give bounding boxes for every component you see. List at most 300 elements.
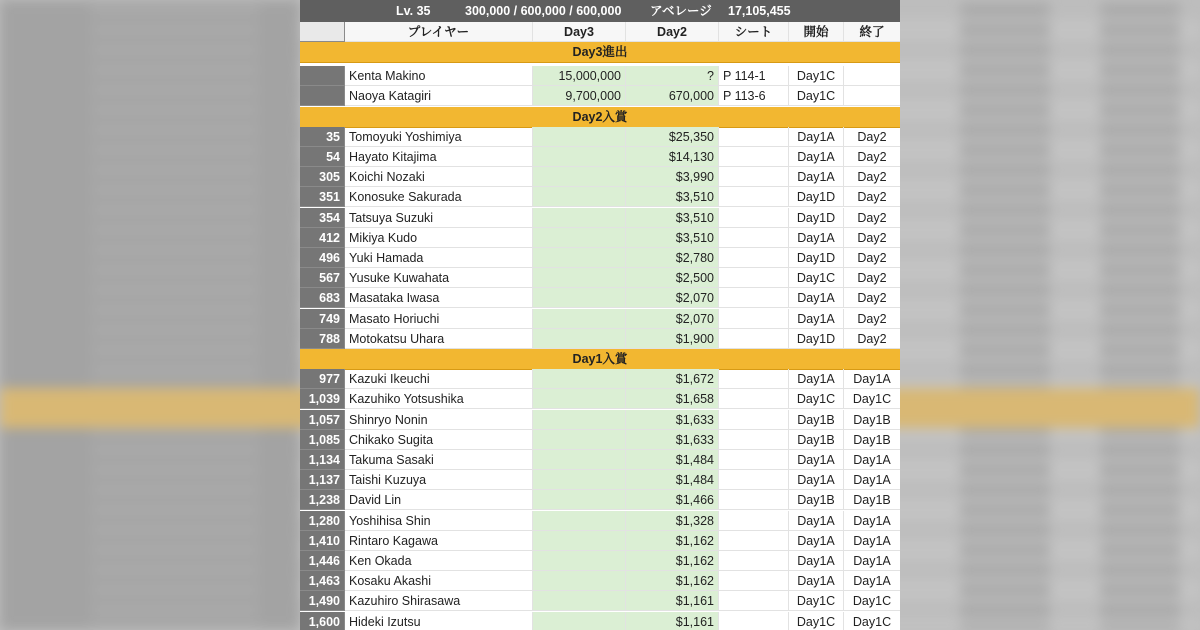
backdrop-block (960, 43, 1050, 57)
backdrop-block (960, 63, 1050, 77)
cell-start: Day1A (789, 450, 844, 470)
cell-start: Day1D (789, 329, 844, 349)
cell-start: Day1A (789, 309, 844, 329)
backdrop-block (1100, 63, 1180, 77)
header-player: プレイヤー (345, 22, 533, 42)
cell-seat (719, 309, 789, 329)
cell-seat: P 113-6 (719, 86, 789, 106)
backdrop-block (90, 183, 260, 197)
cell-rank: 1,490 (300, 591, 345, 611)
cell-day2: $3,510 (626, 228, 719, 248)
cell-day3: 15,000,000 (533, 66, 626, 86)
cell-end: Day2 (844, 268, 900, 288)
cell-rank: 35 (300, 127, 345, 147)
cell-day3 (533, 470, 626, 490)
cell-name: Masato Horiuchi (345, 309, 533, 329)
cell-rank: 496 (300, 248, 345, 268)
cell-seat (719, 288, 789, 308)
cell-name: Koichi Nozaki (345, 167, 533, 187)
level-summary-row (300, 0, 900, 22)
table-row (300, 450, 900, 470)
cell-day2: $1,161 (626, 591, 719, 611)
cell-end: Day2 (844, 329, 900, 349)
cell-name: Masataka Iwasa (345, 288, 533, 308)
backdrop-block (960, 283, 1050, 297)
backdrop-block (90, 523, 260, 537)
backdrop-block (1100, 623, 1180, 630)
cell-end: Day2 (844, 248, 900, 268)
cell-name: Ken Okada (345, 551, 533, 571)
cell-end: Day2 (844, 228, 900, 248)
cell-day2: $1,161 (626, 612, 719, 630)
table-row (300, 86, 900, 106)
backdrop-block (960, 463, 1050, 477)
cell-name: Kosaku Akashi (345, 571, 533, 591)
cell-name: Taishi Kuzuya (345, 470, 533, 490)
backdrop-block (1100, 263, 1180, 277)
cell-rank: 1,085 (300, 430, 345, 450)
backdrop-block (960, 143, 1050, 157)
table-row (300, 470, 900, 490)
cell-day3 (533, 410, 626, 430)
backdrop-block (1100, 83, 1180, 97)
backdrop-block (90, 603, 260, 617)
cell-day3 (533, 187, 626, 207)
cell-name: Kenta Makino (345, 66, 533, 86)
cell-name: Rintaro Kagawa (345, 531, 533, 551)
cell-rank (300, 66, 345, 86)
cell-start: Day1A (789, 571, 844, 591)
backdrop-block (960, 323, 1050, 337)
backdrop-block (90, 343, 260, 357)
backdrop-block (1100, 483, 1180, 497)
backdrop-block (960, 563, 1050, 577)
backdrop-block (90, 63, 260, 77)
cell-day2: $3,990 (626, 167, 719, 187)
cell-rank: 305 (300, 167, 345, 187)
cell-day2: $3,510 (626, 187, 719, 207)
table-row (300, 187, 900, 207)
cell-day3 (533, 571, 626, 591)
cell-day2: $1,484 (626, 450, 719, 470)
cell-name: Konosuke Sakurada (345, 187, 533, 207)
table-row (300, 228, 900, 248)
cell-day2: $25,350 (626, 127, 719, 147)
cell-end (844, 66, 900, 86)
cell-end: Day1B (844, 410, 900, 430)
backdrop-block (90, 623, 260, 630)
cell-rank: 1,446 (300, 551, 345, 571)
backdrop-block (960, 523, 1050, 537)
cell-day3 (533, 208, 626, 228)
cell-day3 (533, 591, 626, 611)
table-row (300, 329, 900, 349)
cell-rank: 1,039 (300, 389, 345, 409)
cell-rank: 567 (300, 268, 345, 288)
cell-seat (719, 571, 789, 591)
backdrop-block (1100, 123, 1180, 137)
cell-day2: $3,510 (626, 208, 719, 228)
backdrop-block (960, 123, 1050, 137)
backdrop-block (1100, 463, 1180, 477)
cell-seat: P 114-1 (719, 66, 789, 86)
cell-rank: 1,280 (300, 511, 345, 531)
header-day3: Day3 (533, 22, 626, 42)
backdrop-block (90, 23, 260, 37)
level-label: Lv. 35 (396, 4, 431, 18)
backdrop-block (1100, 243, 1180, 257)
cell-end: Day2 (844, 127, 900, 147)
backdrop-block (960, 3, 1050, 17)
table-row (300, 531, 900, 551)
section-header: Day1入賞 (300, 349, 900, 370)
cell-day2: $2,780 (626, 248, 719, 268)
cell-seat (719, 511, 789, 531)
table-row (300, 551, 900, 571)
backdrop-block (960, 603, 1050, 617)
backdrop-block (90, 263, 260, 277)
table-row (300, 167, 900, 187)
cell-day3 (533, 369, 626, 389)
backdrop-block (960, 483, 1050, 497)
cell-end: Day1C (844, 389, 900, 409)
backdrop-block (1100, 223, 1180, 237)
cell-name: Yusuke Kuwahata (345, 268, 533, 288)
cell-day3 (533, 228, 626, 248)
cell-end (844, 86, 900, 106)
backdrop-block (90, 143, 260, 157)
cell-end: Day1A (844, 369, 900, 389)
cell-start: Day1C (789, 591, 844, 611)
backdrop-block (1100, 143, 1180, 157)
cell-start: Day1D (789, 208, 844, 228)
backdrop-block (960, 583, 1050, 597)
cell-end: Day2 (844, 288, 900, 308)
table-row (300, 430, 900, 450)
table-row (300, 66, 900, 86)
backdrop-block (90, 83, 260, 97)
cell-seat (719, 450, 789, 470)
backdrop-block (1100, 163, 1180, 177)
cell-name: Naoya Katagiri (345, 86, 533, 106)
cell-start: Day1A (789, 127, 844, 147)
table-row (300, 309, 900, 329)
table-row (300, 248, 900, 268)
backdrop-block (1100, 343, 1180, 357)
cell-end: Day1C (844, 612, 900, 630)
header-seat: シート (719, 22, 789, 42)
cell-name: Yoshihisa Shin (345, 511, 533, 531)
backdrop-block (1100, 543, 1180, 557)
cell-end: Day1A (844, 571, 900, 591)
table-row (300, 410, 900, 430)
cell-start: Day1A (789, 288, 844, 308)
cell-start: Day1A (789, 551, 844, 571)
cell-day2: $1,328 (626, 511, 719, 531)
cell-end: Day2 (844, 147, 900, 167)
cell-end: Day2 (844, 309, 900, 329)
header-day2: Day2 (626, 22, 719, 42)
header-end: 終了 (844, 22, 900, 42)
cell-start: Day1A (789, 369, 844, 389)
cell-start: Day1A (789, 147, 844, 167)
cell-day3 (533, 450, 626, 470)
backdrop-block (1100, 303, 1180, 317)
cell-start: Day1C (789, 66, 844, 86)
backdrop-block (960, 343, 1050, 357)
cell-rank: 1,600 (300, 612, 345, 630)
cell-day3 (533, 551, 626, 571)
cell-start: Day1B (789, 410, 844, 430)
cell-day3 (533, 490, 626, 510)
cell-start: Day1A (789, 228, 844, 248)
table-row (300, 490, 900, 510)
blinds-value: 300,000 / 600,000 / 600,000 (465, 4, 622, 18)
table-row (300, 571, 900, 591)
cell-rank (300, 86, 345, 106)
backdrop-block (90, 503, 260, 517)
cell-day3: 9,700,000 (533, 86, 626, 106)
backdrop-block (960, 443, 1050, 457)
cell-day3 (533, 389, 626, 409)
table-row (300, 147, 900, 167)
backdrop-block (1100, 603, 1180, 617)
cell-day2: $1,658 (626, 389, 719, 409)
backdrop-block (90, 363, 260, 377)
header-rank (300, 22, 345, 42)
backdrop-block (960, 23, 1050, 37)
cell-start: Day1D (789, 248, 844, 268)
cell-day3 (533, 167, 626, 187)
cell-seat (719, 329, 789, 349)
cell-start: Day1B (789, 430, 844, 450)
cell-name: Kazuki Ikeuchi (345, 369, 533, 389)
section-header: Day2入賞 (300, 107, 900, 128)
cell-day3 (533, 511, 626, 531)
cell-start: Day1C (789, 389, 844, 409)
backdrop-block (90, 443, 260, 457)
cell-end: Day2 (844, 208, 900, 228)
cell-rank: 1,238 (300, 490, 345, 510)
cell-seat (719, 389, 789, 409)
backdrop-block (960, 623, 1050, 630)
cell-day3 (533, 288, 626, 308)
cell-rank: 54 (300, 147, 345, 167)
table-row (300, 612, 900, 630)
cell-rank: 412 (300, 228, 345, 248)
cell-seat (719, 127, 789, 147)
cell-day3 (533, 612, 626, 630)
cell-seat (719, 470, 789, 490)
backdrop-block (1100, 203, 1180, 217)
cell-seat (719, 369, 789, 389)
cell-seat (719, 490, 789, 510)
cell-day2: $2,070 (626, 309, 719, 329)
cell-day3 (533, 248, 626, 268)
cell-seat (719, 430, 789, 450)
backdrop-block (1100, 43, 1180, 57)
backdrop-block (960, 183, 1050, 197)
cell-end: Day2 (844, 167, 900, 187)
cell-rank: 1,057 (300, 410, 345, 430)
cell-name: Chikako Sugita (345, 430, 533, 450)
cell-day3 (533, 147, 626, 167)
cell-name: Motokatsu Uhara (345, 329, 533, 349)
cell-day3 (533, 329, 626, 349)
cell-rank: 1,410 (300, 531, 345, 551)
backdrop-block (960, 503, 1050, 517)
cell-seat (719, 187, 789, 207)
backdrop-block (1100, 563, 1180, 577)
backdrop-block (90, 323, 260, 337)
backdrop-block (90, 563, 260, 577)
cell-name: David Lin (345, 490, 533, 510)
cell-name: Yuki Hamada (345, 248, 533, 268)
cell-start: Day1D (789, 187, 844, 207)
cell-name: Tomoyuki Yoshimiya (345, 127, 533, 147)
cell-name: Takuma Sasaki (345, 450, 533, 470)
cell-day2: 670,000 (626, 86, 719, 106)
cell-name: Hayato Kitajima (345, 147, 533, 167)
cell-name: Mikiya Kudo (345, 228, 533, 248)
cell-name: Shinryo Nonin (345, 410, 533, 430)
cell-end: Day1B (844, 430, 900, 450)
cell-seat (719, 551, 789, 571)
cell-seat (719, 248, 789, 268)
backdrop-block (90, 103, 260, 117)
cell-seat (719, 268, 789, 288)
backdrop-block (1100, 323, 1180, 337)
cell-end: Day1A (844, 531, 900, 551)
cell-day2: ? (626, 66, 719, 86)
backdrop-block (1100, 523, 1180, 537)
cell-day2: $1,162 (626, 571, 719, 591)
backdrop-block (90, 163, 260, 177)
cell-seat (719, 147, 789, 167)
backdrop-block (90, 543, 260, 557)
cell-seat (719, 167, 789, 187)
table-row (300, 127, 900, 147)
cell-rank: 1,134 (300, 450, 345, 470)
table-row (300, 511, 900, 531)
cell-start: Day1A (789, 167, 844, 187)
backdrop-block (90, 203, 260, 217)
backdrop-block (1100, 3, 1180, 17)
cell-day3 (533, 531, 626, 551)
cell-day2: $1,633 (626, 430, 719, 450)
cell-start: Day1B (789, 490, 844, 510)
cell-name: Kazuhiro Shirasawa (345, 591, 533, 611)
cell-day2: $1,484 (626, 470, 719, 490)
backdrop-block (1100, 283, 1180, 297)
cell-day2: $1,162 (626, 531, 719, 551)
backdrop-block (1100, 583, 1180, 597)
header-start: 開始 (789, 22, 844, 42)
cell-name: Hideki Izutsu (345, 612, 533, 630)
average-label: アベレージ (650, 4, 712, 18)
cell-day3 (533, 430, 626, 450)
results-spreadsheet (300, 0, 900, 630)
cell-end: Day1A (844, 450, 900, 470)
cell-day3 (533, 309, 626, 329)
section-header: Day3進出 (300, 42, 900, 63)
backdrop-block (960, 363, 1050, 377)
table-row (300, 369, 900, 389)
cell-rank: 683 (300, 288, 345, 308)
table-row (300, 208, 900, 228)
cell-day2: $1,672 (626, 369, 719, 389)
backdrop-block (960, 163, 1050, 177)
cell-rank: 749 (300, 309, 345, 329)
cell-seat (719, 612, 789, 630)
cell-start: Day1C (789, 268, 844, 288)
table-row (300, 288, 900, 308)
backdrop-block (960, 223, 1050, 237)
cell-end: Day1A (844, 511, 900, 531)
cell-end: Day1A (844, 551, 900, 571)
cell-rank: 351 (300, 187, 345, 207)
cell-day2: $1,466 (626, 490, 719, 510)
cell-rank: 788 (300, 329, 345, 349)
table-row (300, 268, 900, 288)
backdrop-block (1100, 23, 1180, 37)
cell-name: Kazuhiko Yotsushika (345, 389, 533, 409)
cell-seat (719, 208, 789, 228)
cell-start: Day1A (789, 511, 844, 531)
backdrop-block (960, 203, 1050, 217)
cell-start: Day1C (789, 612, 844, 630)
backdrop-block (960, 263, 1050, 277)
backdrop-block (90, 43, 260, 57)
cell-day3 (533, 127, 626, 147)
backdrop-block (90, 243, 260, 257)
average-value: 17,105,455 (728, 4, 791, 18)
backdrop-block (90, 463, 260, 477)
cell-day2: $1,633 (626, 410, 719, 430)
column-header-row (300, 22, 900, 42)
cell-rank: 977 (300, 369, 345, 389)
backdrop-block (90, 123, 260, 137)
backdrop-block (1100, 183, 1180, 197)
cell-seat (719, 410, 789, 430)
backdrop-block (90, 283, 260, 297)
cell-day2: $1,900 (626, 329, 719, 349)
backdrop-block (1100, 363, 1180, 377)
cell-day2: $2,070 (626, 288, 719, 308)
cell-day2: $14,130 (626, 147, 719, 167)
backdrop-block (960, 103, 1050, 117)
cell-day2: $2,500 (626, 268, 719, 288)
backdrop-block (90, 303, 260, 317)
cell-start: Day1A (789, 470, 844, 490)
backdrop-block (960, 303, 1050, 317)
backdrop-block (1100, 443, 1180, 457)
backdrop-block (90, 3, 260, 17)
cell-rank: 1,137 (300, 470, 345, 490)
cell-rank: 1,463 (300, 571, 345, 591)
cell-end: Day1B (844, 490, 900, 510)
backdrop-block (960, 543, 1050, 557)
cell-day2: $1,162 (626, 551, 719, 571)
backdrop-block (90, 223, 260, 237)
cell-name: Tatsuya Suzuki (345, 208, 533, 228)
backdrop-block (90, 483, 260, 497)
backdrop-block (960, 83, 1050, 97)
cell-rank: 354 (300, 208, 345, 228)
cell-seat (719, 531, 789, 551)
backdrop-block (90, 583, 260, 597)
backdrop-block (960, 243, 1050, 257)
